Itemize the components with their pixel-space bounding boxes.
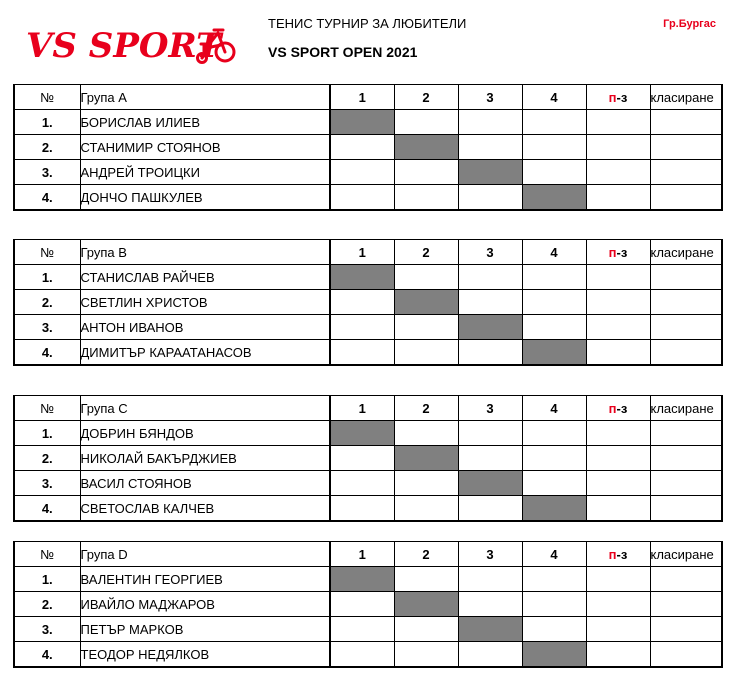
self-match-cell [394,592,458,617]
ranking-cell [650,617,722,642]
group-header-row [14,240,722,265]
col-header-2: 2 [394,85,458,110]
player-number: 2. [14,446,80,471]
col-header-1: 1 [330,85,394,110]
player-name: ПЕТЪР МАРКОВ [80,617,330,642]
ranking-header: класиране [650,542,722,567]
ranking-cell [650,421,722,446]
match-score-cell [522,135,586,160]
player-name: ВАСИЛ СТОЯНОВ [80,471,330,496]
col-header-3: 3 [458,240,522,265]
col-header-3: 3 [458,396,522,421]
self-match-cell [522,340,586,366]
col-header-1: 1 [330,542,394,567]
points-cell [586,265,650,290]
match-score-cell [458,496,522,522]
match-score-cell [522,617,586,642]
self-match-cell [458,315,522,340]
group-label: Група В [80,240,330,265]
group-label: Група D [80,542,330,567]
col-header-4: 4 [522,240,586,265]
ranking-cell [650,265,722,290]
points-prefix: п [608,244,617,260]
match-score-cell [394,315,458,340]
player-row [14,315,722,340]
group-table [13,395,723,522]
points-cell [586,290,650,315]
self-match-cell [330,110,394,135]
player-number: 1. [14,265,80,290]
ranking-cell [650,135,722,160]
match-score-cell [330,496,394,522]
match-score-cell [458,290,522,315]
self-match-cell [458,617,522,642]
ranking-cell [650,290,722,315]
ranking-cell [650,160,722,185]
group-header-row [14,85,722,110]
group-table [13,84,723,211]
ranking-cell [650,496,722,522]
number-header: № [14,542,80,567]
player-number: 4. [14,185,80,211]
points-cell [586,160,650,185]
ranking-cell [650,185,722,211]
points-suffix: -з [616,89,628,105]
match-score-cell [458,642,522,668]
col-header-3: 3 [458,542,522,567]
match-score-cell [522,421,586,446]
self-match-cell [522,185,586,211]
group-table [13,541,723,668]
match-score-cell [522,265,586,290]
player-name: СТАНИСЛАВ РАЙЧЕВ [80,265,330,290]
player-name: АНДРЕЙ ТРОИЦКИ [80,160,330,185]
points-cell [586,617,650,642]
match-score-cell [330,315,394,340]
match-score-cell [394,617,458,642]
player-row [14,617,722,642]
match-score-cell [522,290,586,315]
points-header [586,396,650,421]
ranking-header: класиране [650,240,722,265]
match-score-cell [458,185,522,211]
player-name: ДОНЧО ПАШКУЛЕВ [80,185,330,211]
ranking-cell [650,642,722,668]
points-prefix: п [608,546,617,562]
player-row [14,160,722,185]
match-score-cell [330,642,394,668]
self-match-cell [330,265,394,290]
match-score-cell [522,446,586,471]
player-number: 2. [14,135,80,160]
col-header-4: 4 [522,542,586,567]
player-row [14,265,722,290]
player-name: ИВАЙЛО МАДЖАРОВ [80,592,330,617]
tournament-subtitle: ТЕНИС ТУРНИР ЗА ЛЮБИТЕЛИ [268,16,467,31]
player-name: ВАЛЕНТИН ГЕОРГИЕВ [80,567,330,592]
player-number: 4. [14,496,80,522]
col-header-1: 1 [330,240,394,265]
points-suffix: -з [616,244,628,260]
match-score-cell [522,160,586,185]
player-number: 2. [14,592,80,617]
player-row [14,290,722,315]
tricycle-icon [194,25,238,65]
match-score-cell [394,421,458,446]
ranking-cell [650,471,722,496]
player-number: 4. [14,340,80,366]
group-header-row [14,542,722,567]
match-score-cell [394,265,458,290]
match-score-cell [330,617,394,642]
points-header [586,240,650,265]
match-score-cell [458,592,522,617]
player-row [14,642,722,668]
ranking-cell [650,592,722,617]
group-header-row [14,396,722,421]
match-score-cell [458,567,522,592]
player-name: СВЕТЛИН ХРИСТОВ [80,290,330,315]
points-cell [586,642,650,668]
match-score-cell [522,315,586,340]
player-number: 1. [14,567,80,592]
player-number: 1. [14,110,80,135]
col-header-4: 4 [522,396,586,421]
self-match-cell [330,567,394,592]
col-header-2: 2 [394,396,458,421]
match-score-cell [394,496,458,522]
match-score-cell [458,135,522,160]
match-score-cell [458,421,522,446]
player-name: НИКОЛАЙ БАКЪРДЖИЕВ [80,446,330,471]
match-score-cell [458,110,522,135]
points-cell [586,315,650,340]
city-label: Гр.Бургас [663,18,716,30]
player-name: БОРИСЛАВ ИЛИЕВ [80,110,330,135]
logo-text: VS SPORT [26,26,222,66]
ranking-cell [650,446,722,471]
player-number: 3. [14,471,80,496]
match-score-cell [330,290,394,315]
ranking-header: класиране [650,396,722,421]
col-header-1: 1 [330,396,394,421]
match-score-cell [330,135,394,160]
player-number: 3. [14,160,80,185]
col-header-3: 3 [458,85,522,110]
player-name: ТЕОДОР НЕДЯЛКОВ [80,642,330,668]
match-score-cell [394,160,458,185]
player-name: ДИМИТЪР КАРААТАНАСОВ [80,340,330,366]
points-suffix: -з [616,400,628,416]
points-header [586,85,650,110]
match-score-cell [394,110,458,135]
ranking-cell [650,110,722,135]
player-row [14,135,722,160]
player-row [14,471,722,496]
player-row [14,421,722,446]
player-number: 3. [14,315,80,340]
points-cell [586,340,650,366]
ranking-cell [650,315,722,340]
group-table [13,239,723,366]
points-cell [586,421,650,446]
points-cell [586,135,650,160]
group-label: Група С [80,396,330,421]
points-cell [586,592,650,617]
ranking-header: класиране [650,85,722,110]
points-cell [586,110,650,135]
self-match-cell [394,446,458,471]
player-number: 3. [14,617,80,642]
match-score-cell [394,642,458,668]
player-name: СВЕТОСЛАВ КАЛЧЕВ [80,496,330,522]
self-match-cell [394,135,458,160]
number-header: № [14,85,80,110]
match-score-cell [522,567,586,592]
player-name: АНТОН ИВАНОВ [80,315,330,340]
match-score-cell [330,160,394,185]
points-suffix: -з [616,546,628,562]
match-score-cell [458,340,522,366]
ranking-cell [650,567,722,592]
player-row [14,446,722,471]
match-score-cell [458,446,522,471]
self-match-cell [330,421,394,446]
vs-sport-logo [26,24,241,68]
self-match-cell [522,496,586,522]
points-cell [586,471,650,496]
self-match-cell [394,290,458,315]
number-header: № [14,396,80,421]
player-row [14,110,722,135]
match-score-cell [330,592,394,617]
match-score-cell [330,185,394,211]
player-name: ДОБРИН БЯНДОВ [80,421,330,446]
points-cell [586,496,650,522]
points-cell [586,446,650,471]
points-prefix: п [608,400,617,416]
points-cell [586,185,650,211]
self-match-cell [458,471,522,496]
player-row [14,567,722,592]
match-score-cell [522,110,586,135]
number-header: № [14,240,80,265]
match-score-cell [522,592,586,617]
player-number: 1. [14,421,80,446]
col-header-2: 2 [394,240,458,265]
match-score-cell [522,471,586,496]
match-score-cell [458,265,522,290]
match-score-cell [330,340,394,366]
ranking-cell [650,340,722,366]
points-header [586,542,650,567]
tournament-title: VS SPORT OPEN 2021 [268,44,418,60]
self-match-cell [522,642,586,668]
player-name: СТАНИМИР СТОЯНОВ [80,135,330,160]
self-match-cell [458,160,522,185]
match-score-cell [394,340,458,366]
player-row [14,340,722,366]
match-score-cell [394,567,458,592]
player-row [14,496,722,522]
points-cell [586,567,650,592]
player-row [14,592,722,617]
player-number: 4. [14,642,80,668]
col-header-4: 4 [522,85,586,110]
match-score-cell [330,446,394,471]
points-prefix: п [608,89,617,105]
player-row [14,185,722,211]
match-score-cell [330,471,394,496]
group-label: Група А [80,85,330,110]
match-score-cell [394,471,458,496]
match-score-cell [394,185,458,211]
col-header-2: 2 [394,542,458,567]
player-number: 2. [14,290,80,315]
